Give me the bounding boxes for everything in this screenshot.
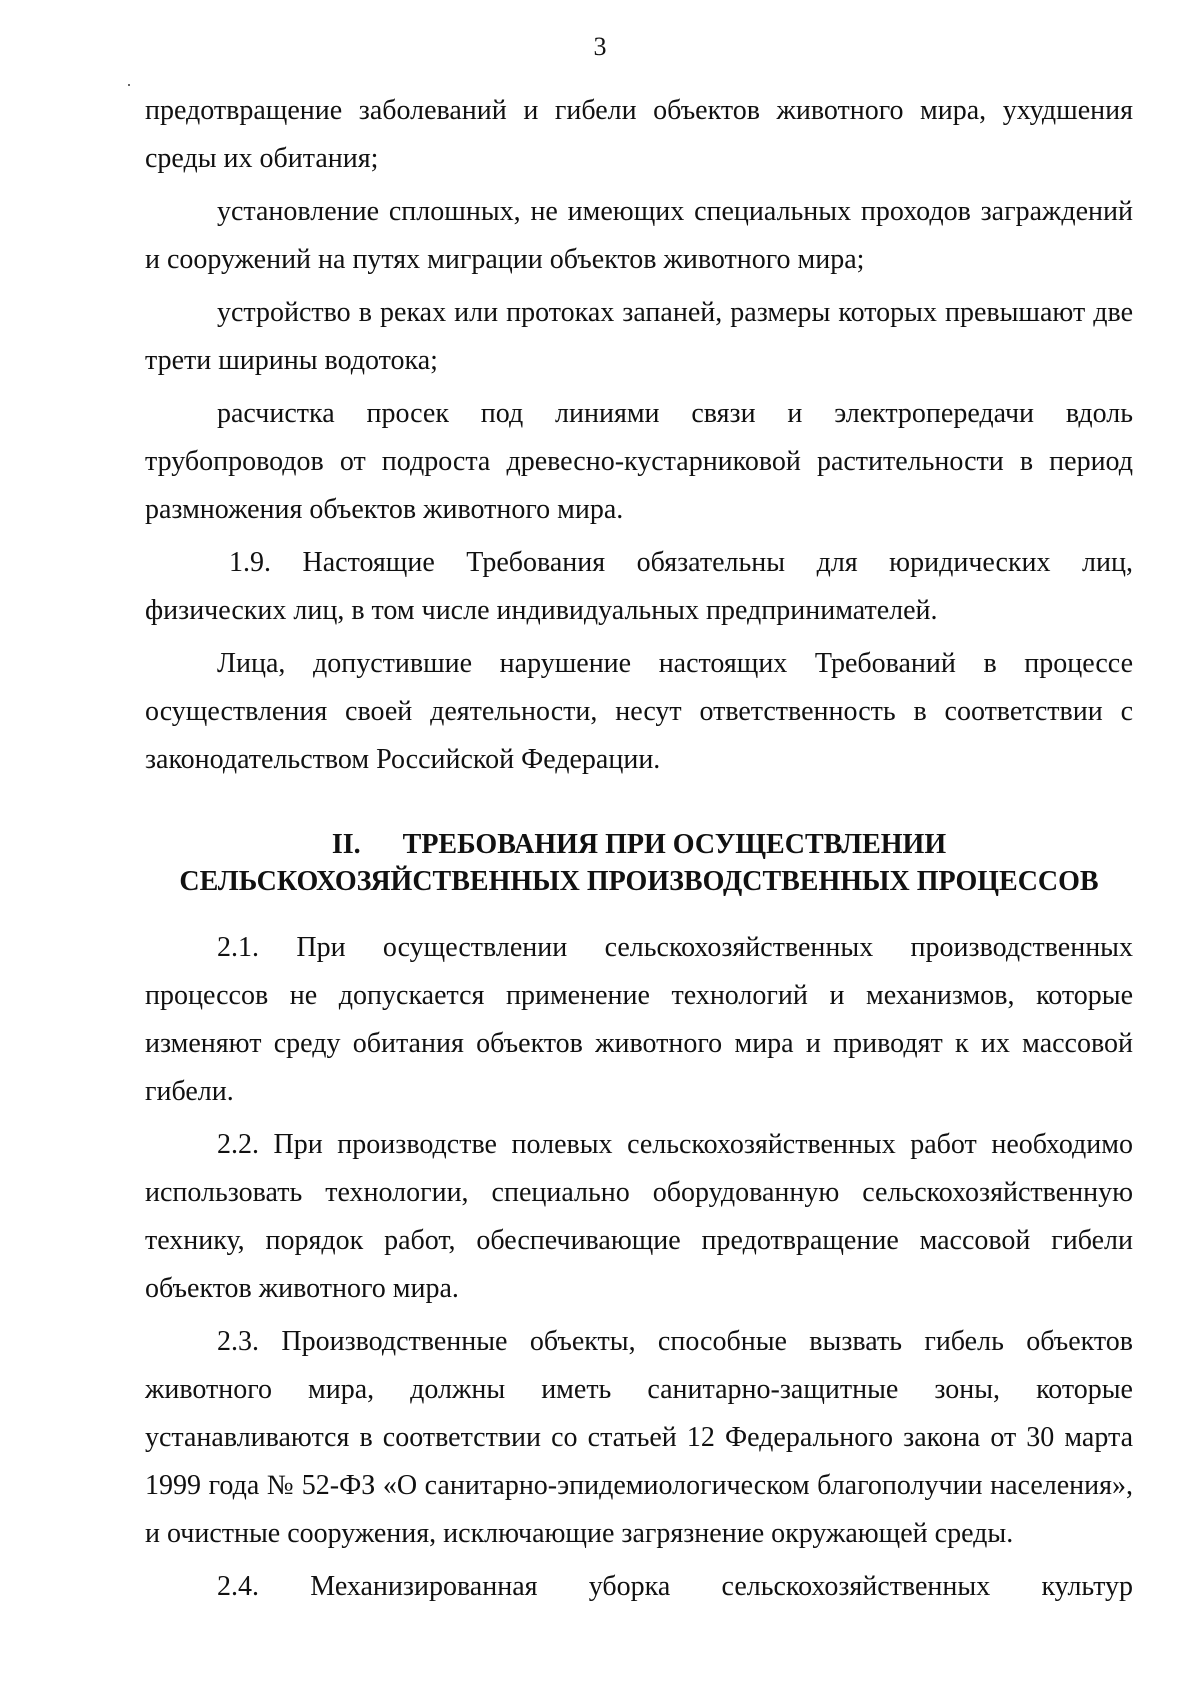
section-title-line-2: СЕЛЬСКОХОЗЯЙСТВЕННЫХ ПРОИЗВОДСТВЕННЫХ ПРОЦЕССОВ <box>179 866 1099 897</box>
paragraph-2-4: 2.4. Механизированная уборка сельскохозяйственных культур <box>217 1571 1133 1602</box>
page-number: 3 <box>593 32 607 61</box>
paragraph-prevention-of-disease: предотвращение заболеваний и гибели объектов животного мира, ухудшения среды их обитания; <box>145 95 1133 174</box>
paragraph-river-booms: устройство в реках или протоках запаней, размеры которых превышают две трети ширины водотока; <box>145 297 1133 376</box>
paragraph-1-9: 1.9. Настоящие Требования обязательны для юридических лиц, физических лиц, в том числе индивидуальных предпринимателей. <box>145 547 1133 626</box>
document-body <box>145 87 1133 1611</box>
section-title-line-1: ТРЕБОВАНИЯ ПРИ ОСУЩЕСТВЛЕНИИ <box>402 829 947 860</box>
paragraph-barriers: установление сплошных, не имеющих специальных проходов заграждений и сооружений на путях миграции объектов животного мира; <box>145 196 1133 275</box>
paragraph-clearing-cuttings: расчистка просек под линиями связи и электропередачи вдоль трубопроводов от подроста древесно-кустарниковой растительности в период размножения объектов животного мира. <box>145 398 1133 525</box>
section-heading-line-1 <box>145 826 1133 863</box>
paragraph-liability: Лица, допустившие нарушение настоящих Требований в процессе осуществления своей деятельности, несут ответственность в соответствии с законодательством Российской Федерации. <box>145 648 1133 775</box>
scan-artifact-dot <box>128 84 130 86</box>
paragraph-2-1: 2.1. При осуществлении сельскохозяйственных производственных процессов не допускается применение технологий и механизмов, которые изменяют среду обитания объектов животного мира и приводят к их массовой гибели. <box>145 932 1133 1107</box>
section-heading <box>145 826 1133 900</box>
section-number: II. <box>331 829 361 860</box>
paragraph-2-2: 2.2. При производстве полевых сельскохозяйственных работ необходимо использовать технологии, специально оборудованную сельскохозяйственную технику, порядок работ, обеспечивающие предотвращение массовой гибели объектов животного мира. <box>145 1129 1133 1304</box>
paragraph-2-3: 2.3. Производственные объекты, способные вызвать гибель объектов животного мира, должны иметь санитарно-защитные зоны, которые устанавливаются в соответствии со статьей 12 Федерального закона от 30 марта 1999 года № 52-ФЗ «О санитарно-эпидемиологическом благополучии населения», и очистные сооружения, исключающие загрязнение окружающей среды. <box>145 1326 1133 1549</box>
